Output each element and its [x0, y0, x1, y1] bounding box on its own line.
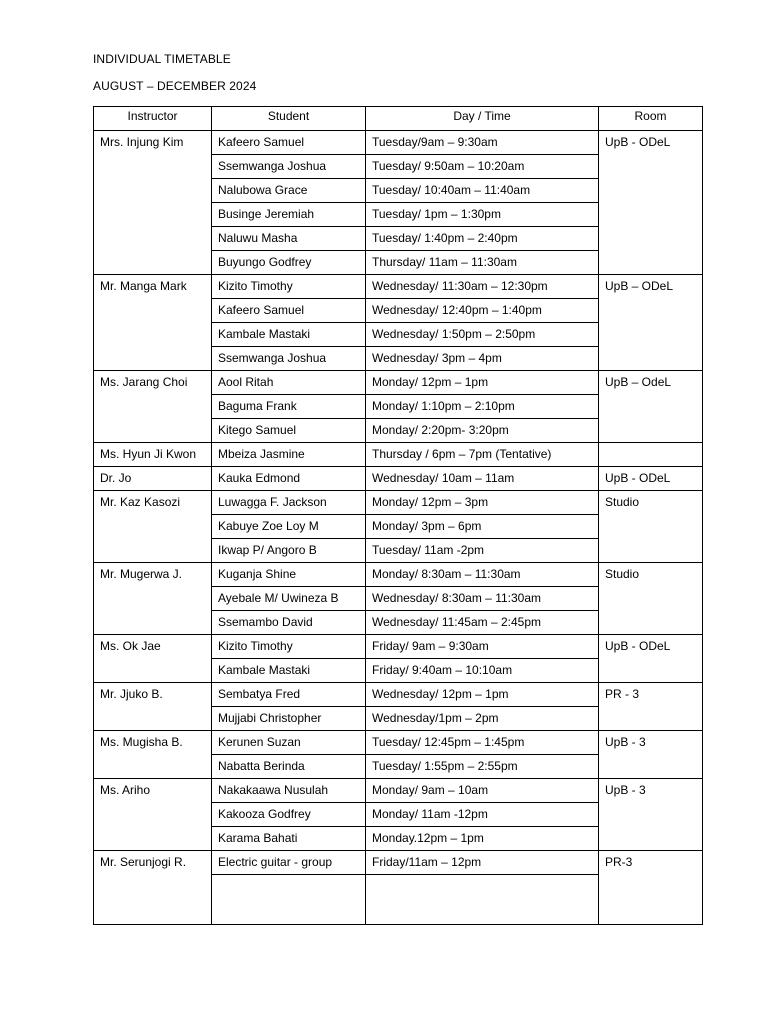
- room-cell: PR-3: [599, 851, 703, 925]
- student-cell: Kambale Mastaki: [212, 323, 366, 347]
- student-cell: Aool Ritah: [212, 371, 366, 395]
- day-time-cell: Thursday / 6pm – 7pm (Tentative): [366, 443, 599, 467]
- table-row: [94, 779, 703, 803]
- instructor-cell: Mr. Kaz Kasozi: [94, 491, 212, 563]
- student-cell: Kafeero Samuel: [212, 299, 366, 323]
- instructor-cell: Ms. Ariho: [94, 779, 212, 851]
- student-cell: Kabuye Zoe Loy M: [212, 515, 366, 539]
- room-cell: UpB - ODeL: [599, 131, 703, 275]
- column-header-room: Room: [599, 107, 703, 131]
- student-cell: Luwagga F. Jackson: [212, 491, 366, 515]
- day-time-cell: Wednesday/ 12:40pm – 1:40pm: [366, 299, 599, 323]
- day-time-cell: Monday/ 2:20pm- 3:20pm: [366, 419, 599, 443]
- room-cell: UpB - ODeL: [599, 467, 703, 491]
- day-time-cell: Wednesday/ 3pm – 4pm: [366, 347, 599, 371]
- student-cell: Businge Jeremiah: [212, 203, 366, 227]
- instructor-cell: Ms. Ok Jae: [94, 635, 212, 683]
- table-row: [94, 635, 703, 659]
- student-cell: Kizito Timothy: [212, 275, 366, 299]
- column-header-day-time: Day / Time: [366, 107, 599, 131]
- day-time-cell: Tuesday/ 9:50am – 10:20am: [366, 155, 599, 179]
- room-cell: Studio: [599, 563, 703, 635]
- table-row: [94, 491, 703, 515]
- table-row: [94, 371, 703, 395]
- student-cell: Kafeero Samuel: [212, 131, 366, 155]
- day-time-cell: Tuesday/ 1pm – 1:30pm: [366, 203, 599, 227]
- student-cell: Kerunen Suzan: [212, 731, 366, 755]
- day-time-cell: Tuesday/ 1:55pm – 2:55pm: [366, 755, 599, 779]
- day-time-cell: Tuesday/ 12:45pm – 1:45pm: [366, 731, 599, 755]
- column-header-instructor: Instructor: [94, 107, 212, 131]
- student-cell: Mujjabi Christopher: [212, 707, 366, 731]
- table-row: [94, 131, 703, 155]
- room-cell: Studio: [599, 491, 703, 563]
- day-time-cell: Friday/ 9am – 9:30am: [366, 635, 599, 659]
- student-cell: Nabatta Berinda: [212, 755, 366, 779]
- day-time-cell: [366, 875, 599, 925]
- timetable: [93, 106, 703, 925]
- day-time-cell: Tuesday/ 10:40am – 11:40am: [366, 179, 599, 203]
- day-time-cell: Wednesday/ 10am – 11am: [366, 467, 599, 491]
- room-cell: UpB - 3: [599, 731, 703, 779]
- student-cell: Kambale Mastaki: [212, 659, 366, 683]
- day-time-cell: Tuesday/ 11am -2pm: [366, 539, 599, 563]
- student-cell: Nakakaawa Nusulah: [212, 779, 366, 803]
- instructor-cell: Ms. Jarang Choi: [94, 371, 212, 443]
- table-row: [94, 563, 703, 587]
- day-time-cell: Tuesday/ 1:40pm – 2:40pm: [366, 227, 599, 251]
- day-time-cell: Monday/ 12pm – 1pm: [366, 371, 599, 395]
- instructor-cell: Mrs. Injung Kim: [94, 131, 212, 275]
- student-cell: Nalubowa Grace: [212, 179, 366, 203]
- instructor-cell: Mr. Jjuko B.: [94, 683, 212, 731]
- student-cell: Sembatya Fred: [212, 683, 366, 707]
- instructor-cell: Ms. Mugisha B.: [94, 731, 212, 779]
- room-cell: UpB – OdeL: [599, 371, 703, 443]
- day-time-cell: Monday/ 3pm – 6pm: [366, 515, 599, 539]
- instructor-cell: Ms. Hyun Ji Kwon: [94, 443, 212, 467]
- table-row: [94, 467, 703, 491]
- student-cell: Ayebale M/ Uwineza B: [212, 587, 366, 611]
- day-time-cell: Monday/ 1:10pm – 2:10pm: [366, 395, 599, 419]
- student-cell: Ssemwanga Joshua: [212, 155, 366, 179]
- table-row: [94, 851, 703, 875]
- day-time-cell: Monday/ 11am -12pm: [366, 803, 599, 827]
- page-title: INDIVIDUAL TIMETABLE: [93, 52, 231, 66]
- day-time-cell: Wednesday/ 1:50pm – 2:50pm: [366, 323, 599, 347]
- day-time-cell: Wednesday/ 8:30am – 11:30am: [366, 587, 599, 611]
- table-row: [94, 275, 703, 299]
- column-header-student: Student: [212, 107, 366, 131]
- day-time-cell: Thursday/ 11am – 11:30am: [366, 251, 599, 275]
- student-cell: Ikwap P/ Angoro B: [212, 539, 366, 563]
- student-cell: Kitego Samuel: [212, 419, 366, 443]
- room-cell: UpB – ODeL: [599, 275, 703, 371]
- room-cell: UpB - ODeL: [599, 635, 703, 683]
- instructor-cell: Mr. Manga Mark: [94, 275, 212, 371]
- student-cell: Kizito Timothy: [212, 635, 366, 659]
- student-cell: Buyungo Godfrey: [212, 251, 366, 275]
- room-cell: PR - 3: [599, 683, 703, 731]
- student-cell: Ssemambo David: [212, 611, 366, 635]
- instructor-cell: Mr. Mugerwa J.: [94, 563, 212, 635]
- day-time-cell: Wednesday/ 11:45am – 2:45pm: [366, 611, 599, 635]
- table-row: [94, 443, 703, 467]
- day-time-cell: Wednesday/1pm – 2pm: [366, 707, 599, 731]
- student-cell: Kuganja Shine: [212, 563, 366, 587]
- student-cell: Kakooza Godfrey: [212, 803, 366, 827]
- day-time-cell: Monday/ 8:30am – 11:30am: [366, 563, 599, 587]
- day-time-cell: Monday/ 9am – 10am: [366, 779, 599, 803]
- student-cell: Baguma Frank: [212, 395, 366, 419]
- student-cell: [212, 875, 366, 925]
- instructor-cell: Dr. Jo: [94, 467, 212, 491]
- instructor-cell: Mr. Serunjogi R.: [94, 851, 212, 925]
- header-row: [94, 107, 703, 131]
- day-time-cell: Monday/ 12pm – 3pm: [366, 491, 599, 515]
- day-time-cell: Monday.12pm – 1pm: [366, 827, 599, 851]
- student-cell: Electric guitar - group: [212, 851, 366, 875]
- term-period: AUGUST – DECEMBER 2024: [93, 79, 257, 93]
- table-row: [94, 731, 703, 755]
- day-time-cell: Wednesday/ 11:30am – 12:30pm: [366, 275, 599, 299]
- table-row: [94, 683, 703, 707]
- student-cell: Ssemwanga Joshua: [212, 347, 366, 371]
- day-time-cell: Tuesday/9am – 9:30am: [366, 131, 599, 155]
- student-cell: Karama Bahati: [212, 827, 366, 851]
- room-cell: [599, 443, 703, 467]
- student-cell: Kauka Edmond: [212, 467, 366, 491]
- student-cell: Mbeiza Jasmine: [212, 443, 366, 467]
- day-time-cell: Wednesday/ 12pm – 1pm: [366, 683, 599, 707]
- day-time-cell: Friday/11am – 12pm: [366, 851, 599, 875]
- day-time-cell: Friday/ 9:40am – 10:10am: [366, 659, 599, 683]
- student-cell: Naluwu Masha: [212, 227, 366, 251]
- room-cell: UpB - 3: [599, 779, 703, 851]
